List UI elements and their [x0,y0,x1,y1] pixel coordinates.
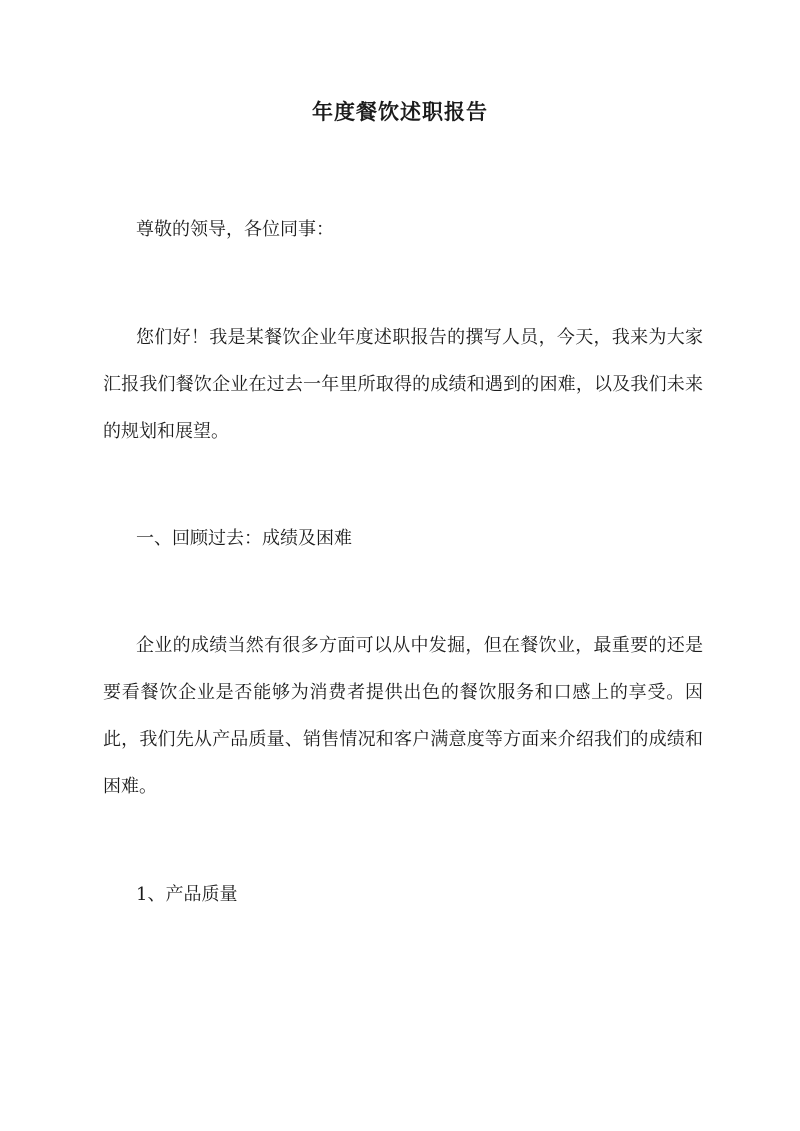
document-title: 年度餐饮述职报告 [312,99,488,124]
greeting-paragraph: 尊敬的领导，各位同事： [136,219,334,240]
achievements-paragraph: 企业的成绩当然有很多方面可以从中发掘，但在餐饮业，最重要的还是要看餐饮企业是否能够为消费者提供出色的餐饮服务和口感上的享受。因此，我们先从产品质量、销售情况和客户满意度等方面来介绍我们的成绩和困难。 [103,635,703,797]
section-heading-review: 一、回顾过去：成绩及困难 [136,528,352,549]
subsection-heading-product-quality: 1、产品质量 [136,884,238,905]
intro-paragraph: 您们好！我是某餐饮企业年度述职报告的撰写人员，今天，我来为大家汇报我们餐饮企业在过去一年里所取得的成绩和遇到的困难，以及我们未来的规划和展望。 [103,327,703,442]
